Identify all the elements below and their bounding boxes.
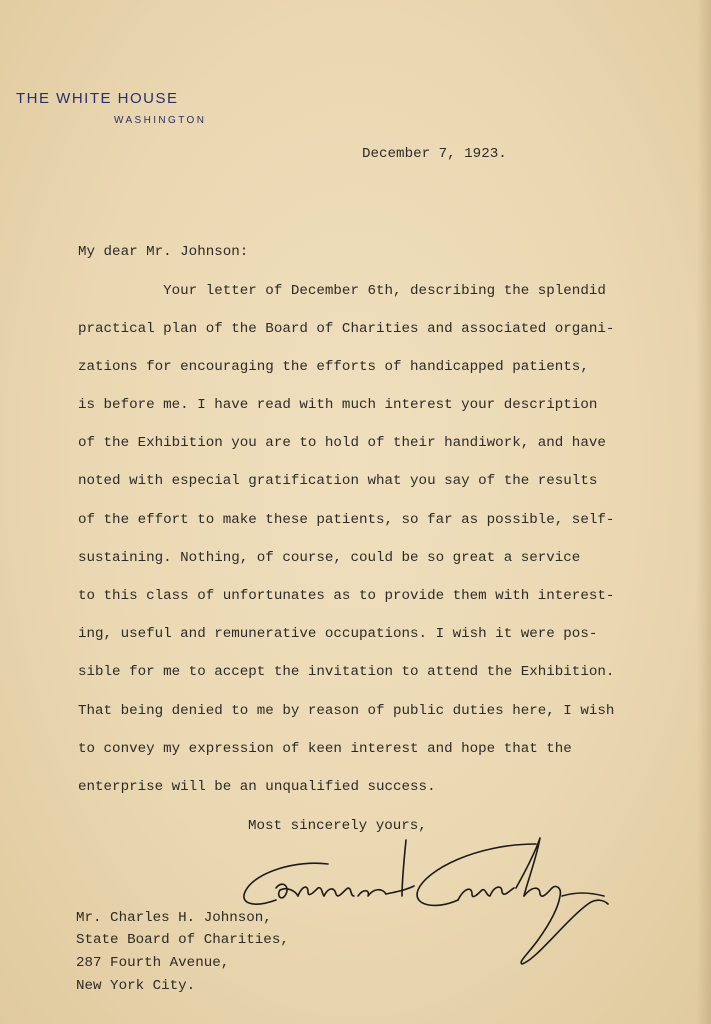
body-line: to this class of unfortunates as to provide them with interest- [78,588,615,604]
body-line: practical plan of the Board of Charities and associated organi- [78,321,615,337]
body-line: Your letter of December 6th, describing the splendid [78,283,606,299]
body-line: zations for encouraging the efforts of handicapped patients, [78,359,589,375]
address-line: Mr. Charles H. Johnson, [76,910,272,926]
salutation: My dear Mr. Johnson: [78,244,249,260]
body-line: sustaining. Nothing, of course, could be so great a service [78,550,581,566]
body-line: That being denied to me by reason of public duties here, I wish [78,703,615,719]
body-line: noted with especial gratification what you say of the results [78,473,598,489]
body-line: to convey my expression of keen interest and hope that the [78,741,572,757]
signature-image [236,830,626,980]
body-line: of the Exhibition you are to hold of their handiwork, and have [78,435,606,451]
address-line: State Board of Charities, [76,932,289,948]
body-line: is before me. I have read with much interest your description [78,397,598,413]
letterhead-title: THE WHITE HOUSE [16,90,179,107]
body-line: enterprise will be an unqualified success. [78,779,436,795]
body-line: sible for me to accept the invitation to attend the Exhibition. [78,664,615,680]
letter-date: December 7, 1923. [362,146,507,162]
paper-edge [697,0,711,1024]
letterhead-location: WASHINGTON [114,115,207,126]
closing: Most sincerely yours, [248,818,427,834]
body-line: ing, useful and remunerative occupations. I wish it were pos- [78,626,598,642]
address-line: New York City. [76,978,196,994]
address-line: 287 Fourth Avenue, [76,955,230,971]
body-line: of the effort to make these patients, so far as possible, self- [78,512,615,528]
